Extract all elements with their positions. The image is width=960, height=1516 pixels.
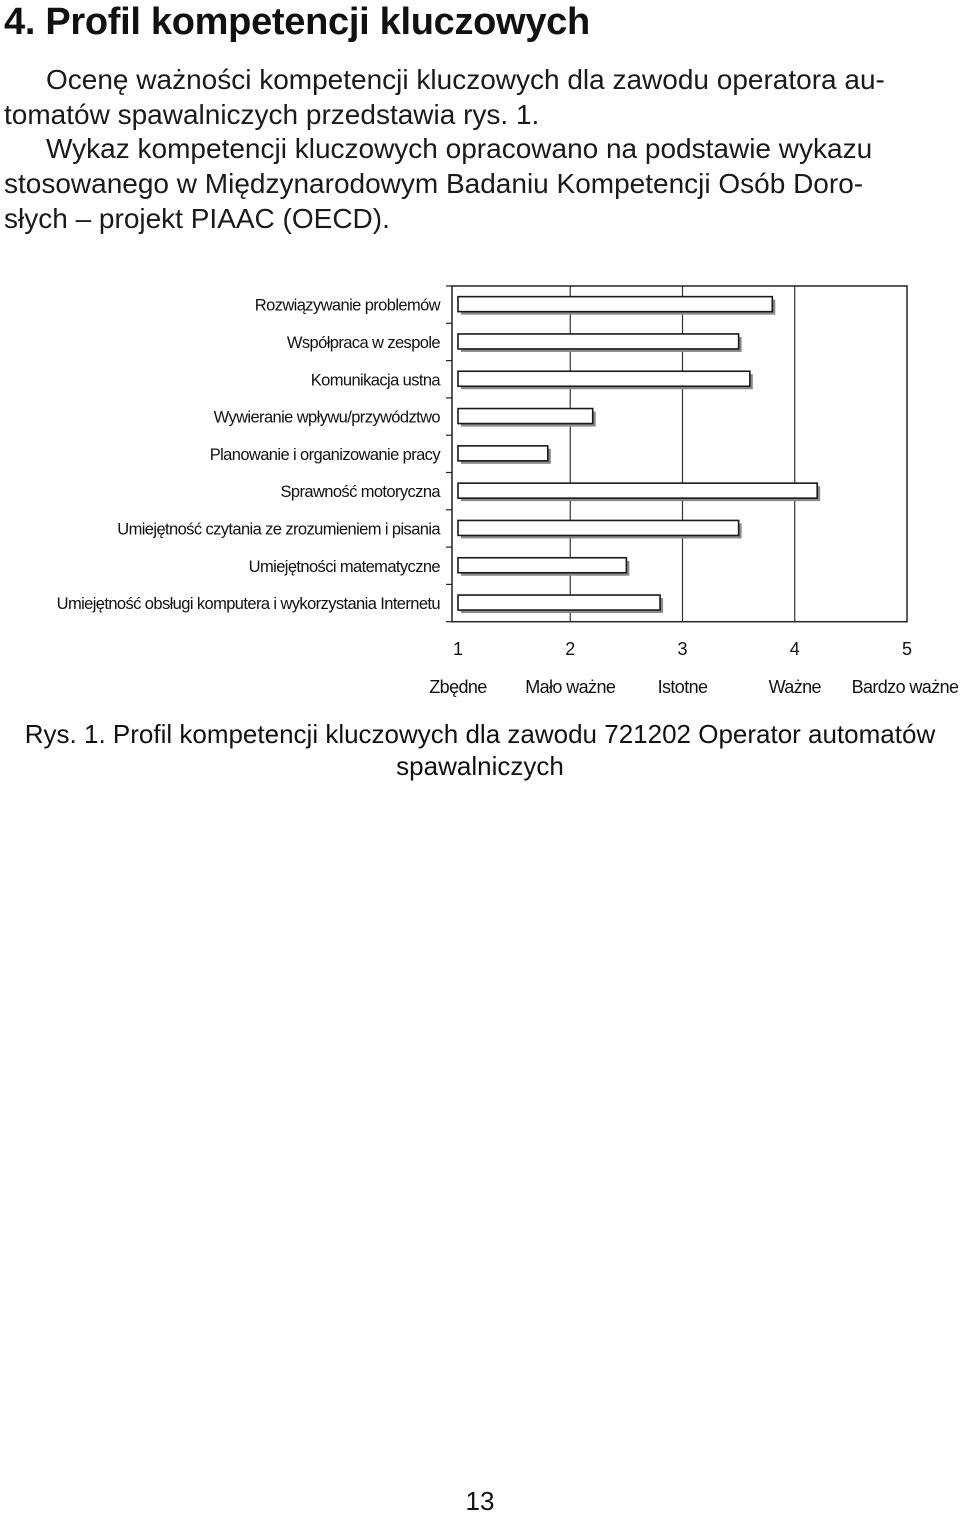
figure-caption-line-2: spawalniczych bbox=[396, 751, 564, 781]
figure-caption bbox=[0, 718, 960, 782]
intro-paragraph-line-1: Ocenę ważności kompetencji kluczowych dla zawodu operatora au- bbox=[46, 64, 885, 95]
bar-4 bbox=[458, 409, 593, 424]
x-tick-label: 3 bbox=[677, 639, 688, 659]
x-tick-label: 5 bbox=[901, 639, 913, 659]
category-label: Umiejętność obsługi komputera i wykorzystania Internetu bbox=[56, 595, 440, 614]
bar-3 bbox=[458, 371, 750, 386]
category-label: Umiejętności matematyczne bbox=[248, 557, 440, 576]
bar-6 bbox=[458, 483, 817, 498]
chart-bars bbox=[458, 297, 820, 613]
category-label: Umiejętność czytania ze zrozumieniem i pisania bbox=[117, 520, 440, 539]
bar-8 bbox=[458, 558, 626, 573]
competency-bar-chart bbox=[0, 270, 960, 710]
x-tick-description: Istotne bbox=[657, 677, 708, 697]
source-paragraph-line-3: słych – projekt PIAAC (OECD). bbox=[4, 203, 390, 234]
category-label: Sprawność motoryczna bbox=[280, 483, 440, 502]
category-label: Współpraca w zespole bbox=[286, 333, 440, 352]
intro-paragraph-line-2: tomatów spawalniczych przedstawia rys. 1. bbox=[4, 99, 540, 130]
category-label: Wywieranie wpływu/przywództwo bbox=[213, 408, 440, 427]
bar-9 bbox=[458, 595, 660, 610]
x-tick-description: Zbędne bbox=[429, 677, 487, 697]
category-label: Rozwiązywanie problemów bbox=[254, 296, 440, 315]
category-label: Planowanie i organizowanie pracy bbox=[209, 445, 440, 464]
bar-2 bbox=[458, 334, 739, 349]
bar-5 bbox=[458, 446, 548, 461]
x-tick-description: Ważne bbox=[768, 677, 821, 697]
x-tick-description: Mało ważne bbox=[525, 677, 616, 697]
x-tick-label: 2 bbox=[565, 639, 576, 659]
page-number: 13 bbox=[465, 1486, 495, 1516]
x-tick-label: 1 bbox=[452, 639, 464, 659]
x-tick-description: Bardzo ważne bbox=[851, 677, 959, 697]
bar-7 bbox=[458, 520, 739, 535]
source-paragraph bbox=[4, 131, 956, 236]
source-paragraph-line-1: Wykaz kompetencji kluczowych opracowano na podstawie wykazu bbox=[46, 133, 873, 164]
source-paragraph-line-2: stosowanego w Międzynarodowym Badaniu Kompetencji Osób Doro- bbox=[4, 168, 864, 199]
category-label: Komunikacja ustna bbox=[310, 371, 440, 390]
chart-category-labels bbox=[57, 297, 442, 613]
x-tick-label: 4 bbox=[789, 639, 800, 659]
figure-caption-line-1: Rys. 1. Profil kompetencji kluczowych dla zawodu 721202 Operator automatów bbox=[24, 719, 936, 749]
chart-x-tick-labels bbox=[429, 639, 959, 697]
bar-1 bbox=[458, 297, 772, 312]
section-heading: 4. Profil kompetencji kluczowych bbox=[4, 1, 590, 43]
intro-paragraph bbox=[4, 62, 956, 132]
